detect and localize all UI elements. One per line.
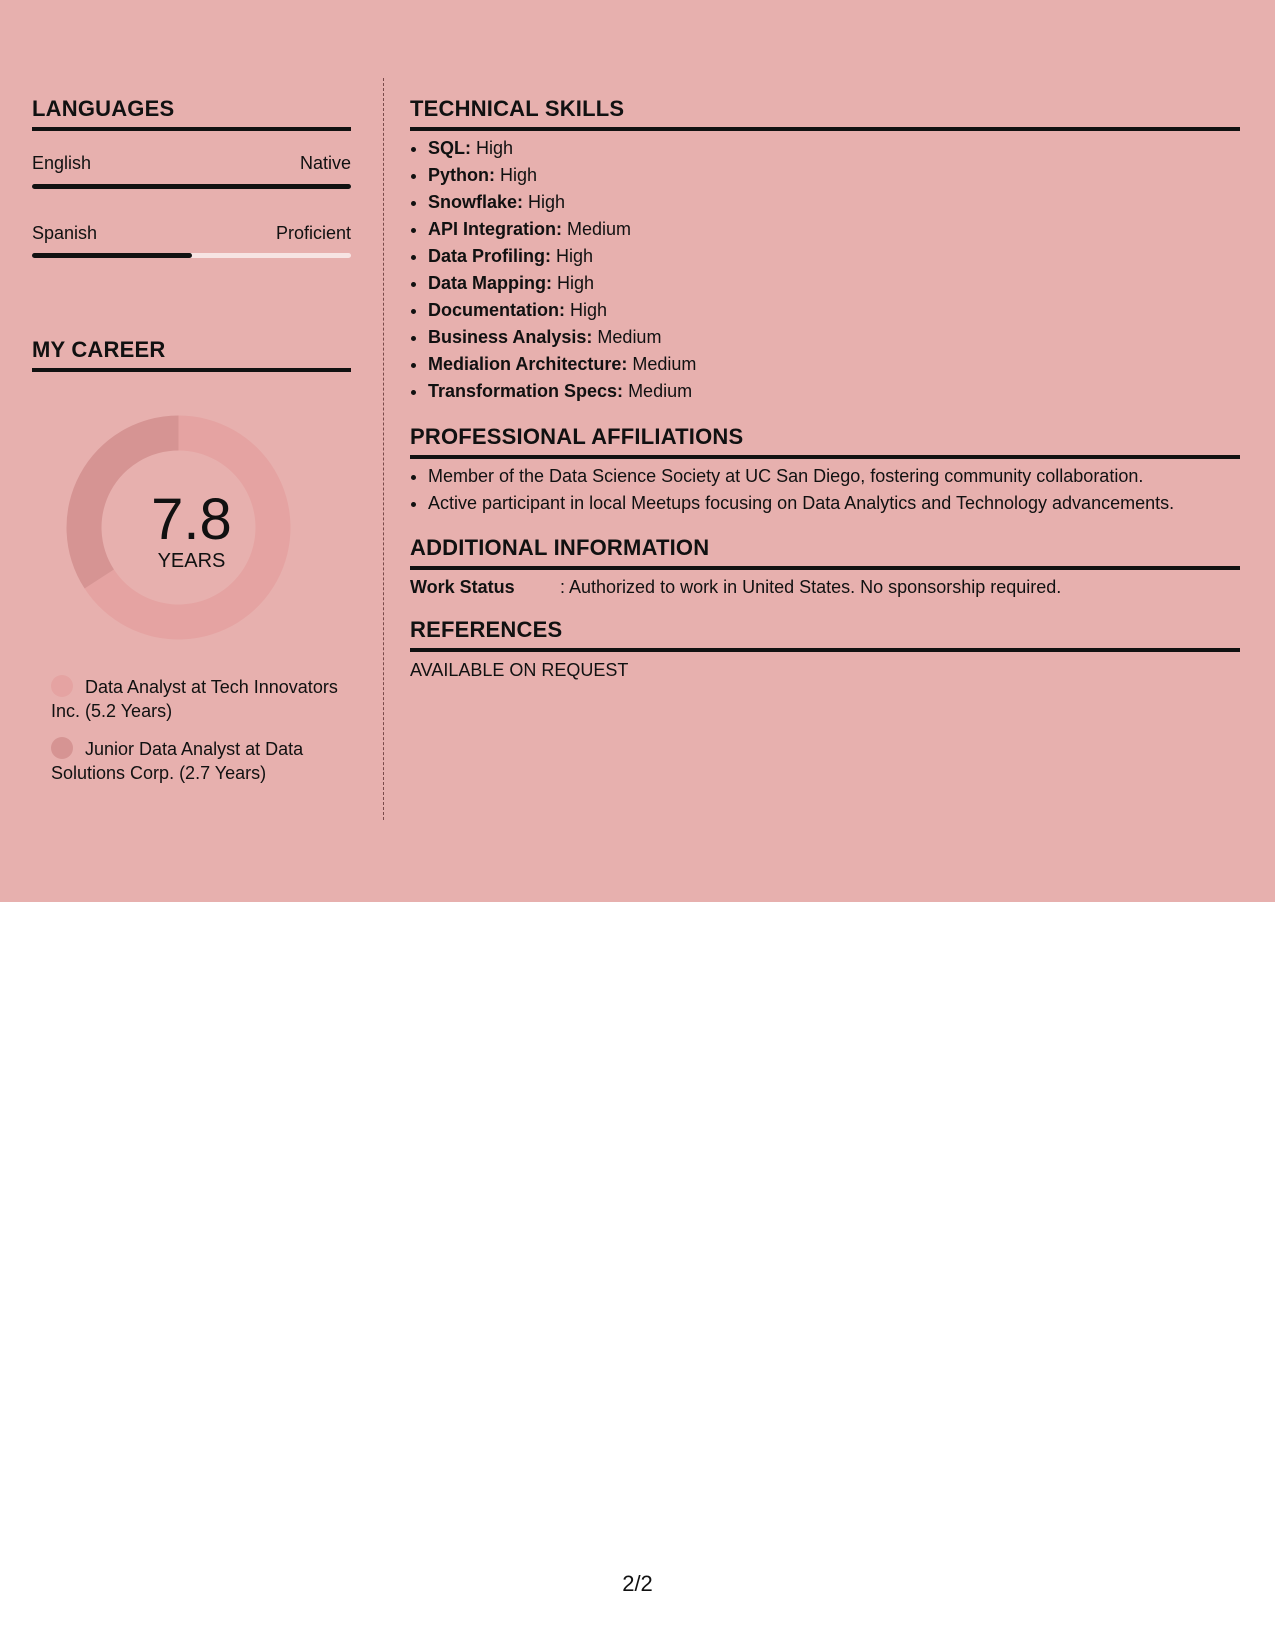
references-title: REFERENCES bbox=[410, 617, 1240, 652]
list-item: • Member of the Data Science Society at UC San Diego, fostering community collaboration. bbox=[428, 463, 1240, 490]
language-bar-spanish bbox=[32, 253, 351, 258]
skill-item bbox=[428, 135, 1240, 162]
skill-item bbox=[428, 189, 1240, 216]
skill-item bbox=[428, 378, 1240, 405]
additional-info-title: ADDITIONAL INFORMATION bbox=[410, 535, 1240, 570]
career-legend-item bbox=[51, 737, 341, 785]
skill-name: Python: bbox=[428, 165, 495, 185]
legend-swatch bbox=[51, 675, 73, 697]
career-title: MY CAREER bbox=[32, 337, 351, 372]
skill-item bbox=[428, 243, 1240, 270]
skill-item bbox=[428, 162, 1240, 189]
language-bar-fill bbox=[32, 253, 192, 258]
page-number: 2/2 bbox=[622, 1571, 653, 1596]
skill-item bbox=[428, 324, 1240, 351]
skill-level: Medium bbox=[567, 219, 632, 239]
skill-level: High bbox=[476, 138, 514, 158]
skill-item bbox=[428, 297, 1240, 324]
language-name: English bbox=[32, 153, 92, 173]
list-item: • Active participant in local Meetups focusing on Data Analytics and Technology advancements. bbox=[428, 490, 1240, 517]
skill-level: High bbox=[528, 192, 566, 212]
work-status-value: : Authorized to work in United States. No sponsorship required. bbox=[560, 577, 1062, 597]
languages-title: LANGUAGES bbox=[32, 96, 351, 131]
skill-level: High bbox=[570, 300, 608, 320]
language-level: Native bbox=[299, 153, 351, 173]
technical-skills-list bbox=[410, 135, 1240, 405]
legend-label: Junior Data Analyst at Data Solutions Corp. (2.7 Years) bbox=[51, 739, 304, 783]
skill-name: Data Mapping: bbox=[428, 273, 552, 293]
career-total-unit: YEARS bbox=[157, 550, 226, 572]
skill-item bbox=[428, 270, 1240, 297]
references-text: AVAILABLE ON REQUEST bbox=[410, 660, 629, 680]
language-bar-fill bbox=[32, 184, 351, 189]
skill-item bbox=[428, 216, 1240, 243]
skill-level: Medium bbox=[597, 327, 662, 347]
technical-skills-title: TECHNICAL SKILLS bbox=[410, 96, 1240, 131]
career-legend-item bbox=[51, 675, 341, 723]
skill-level: Medium bbox=[628, 381, 693, 401]
language-level: Proficient bbox=[275, 223, 351, 243]
skill-level: Medium bbox=[632, 354, 697, 374]
skill-level: High bbox=[500, 165, 538, 185]
skill-item bbox=[428, 351, 1240, 378]
skill-name: Business Analysis: bbox=[428, 327, 593, 347]
affiliations-title: PROFESSIONAL AFFILIATIONS bbox=[410, 424, 1240, 459]
work-status-label: Work Status bbox=[410, 577, 515, 597]
legend-label: Data Analyst at Tech Innovators Inc. (5.2 Years) bbox=[51, 677, 338, 721]
skill-name: Data Profiling: bbox=[428, 246, 552, 266]
skill-name: Medialion Architecture: bbox=[428, 354, 628, 374]
skill-name: SQL: bbox=[428, 138, 471, 158]
skill-level: High bbox=[556, 246, 594, 266]
skill-name: Transformation Specs: bbox=[428, 381, 624, 401]
legend-swatch bbox=[51, 737, 73, 759]
language-name: Spanish bbox=[32, 223, 98, 243]
skill-name: Snowflake: bbox=[428, 192, 524, 212]
language-bar-english bbox=[32, 184, 351, 189]
career-total-years: 7.8 bbox=[151, 487, 232, 552]
column-divider bbox=[383, 78, 384, 820]
affiliations-list bbox=[410, 463, 1240, 517]
skill-name: API Integration: bbox=[428, 219, 562, 239]
skill-level: High bbox=[557, 273, 595, 293]
skill-name: Documentation: bbox=[428, 300, 565, 320]
